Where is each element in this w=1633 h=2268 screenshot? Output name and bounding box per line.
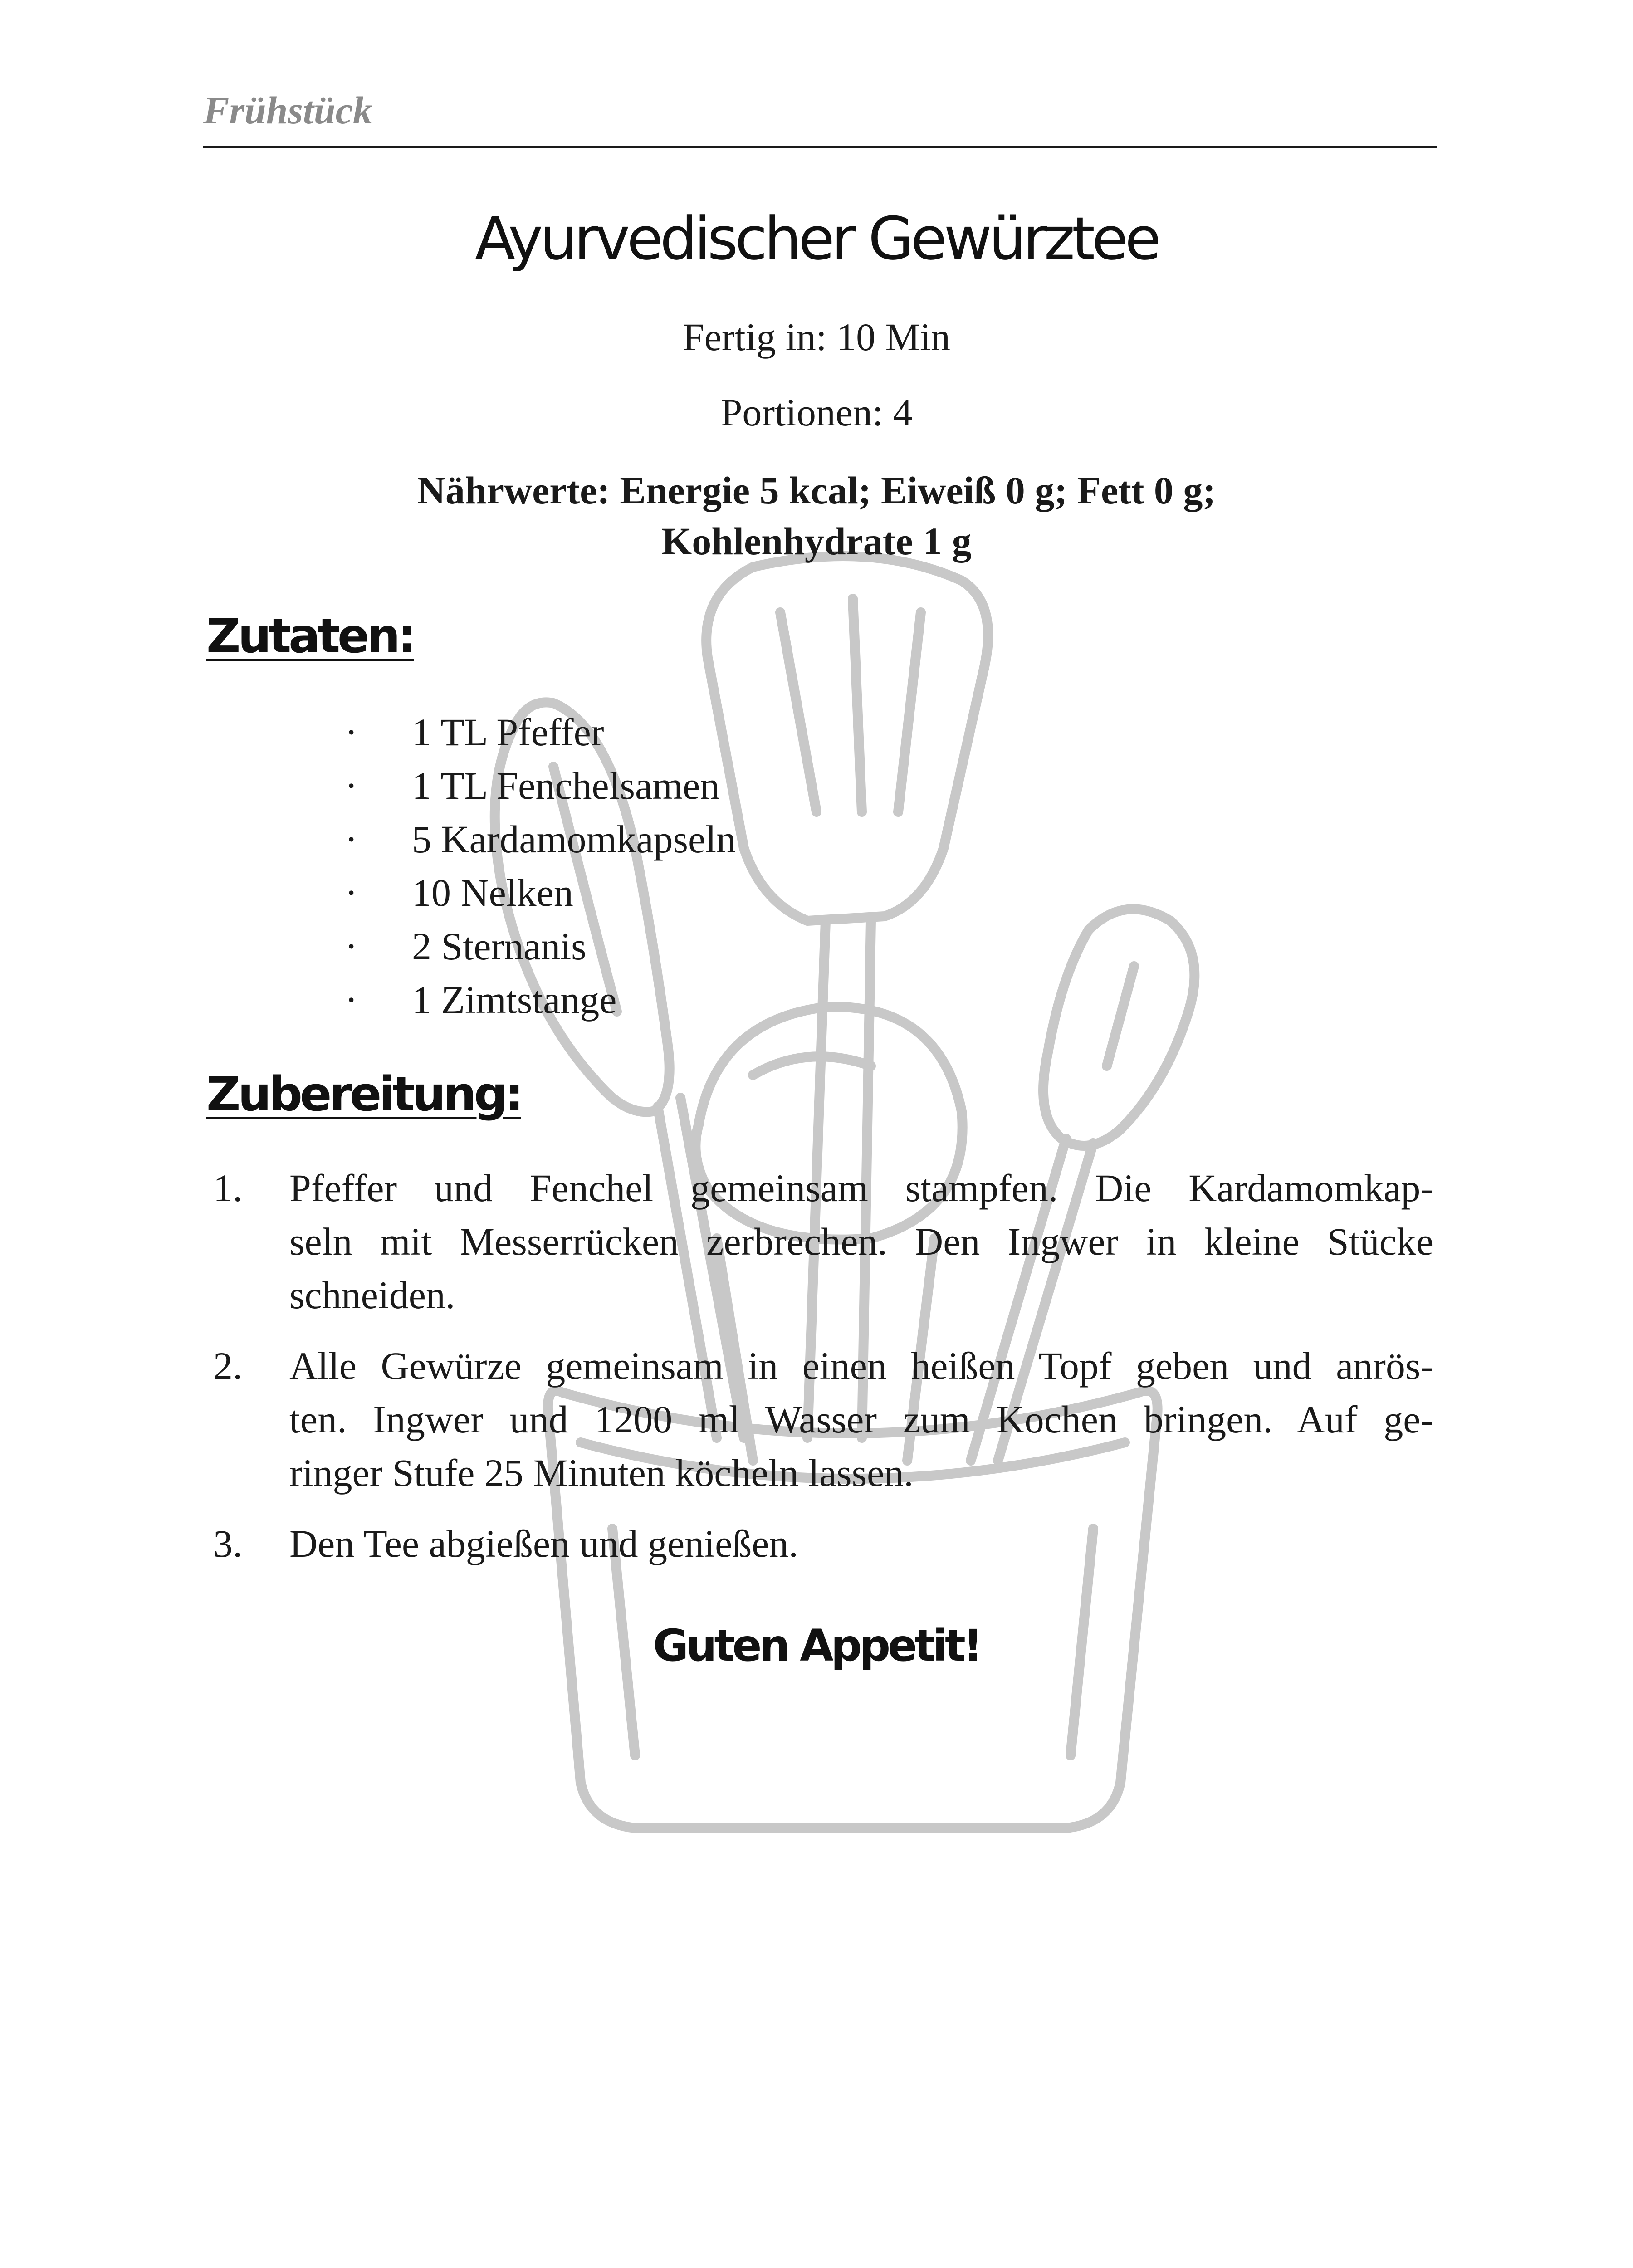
bullet: · [345, 764, 358, 807]
bullet: · [345, 978, 358, 1022]
nutrition-info [227, 465, 1406, 567]
ingredient-item [345, 812, 736, 866]
step-line: Den Tee abgießen und genießen. [289, 1522, 798, 1565]
portions: Portionen: 4 [720, 391, 913, 434]
step-line: seln mit Messerrücken zerbrechen. Den Ingwer in kleine Stücke [289, 1220, 1433, 1263]
nutrition-line: Kohlenhydrate 1 g [661, 519, 972, 563]
step-item [213, 1339, 1433, 1500]
ingredient-item [345, 705, 736, 759]
recipe-title: Ayurvedischer Gewürztee [475, 204, 1158, 273]
step-item [213, 1517, 1433, 1570]
ingredient-text: 2 Sternanis [412, 924, 587, 968]
bullet: · [345, 924, 358, 968]
bullet: · [345, 817, 358, 861]
ingredients-list [345, 705, 736, 1026]
ingredient-item [345, 919, 736, 973]
prep-time: Fertig in: 10 Min [682, 315, 951, 359]
closing-line: Guten Appetit! [653, 1620, 980, 1671]
ingredient-item [345, 973, 736, 1026]
preparation-heading: Zubereitung: [206, 1066, 521, 1122]
step-number: 3. [213, 1522, 243, 1565]
ingredient-text: 1 TL Fenchelsamen [412, 764, 720, 807]
step-line: Pfeffer und Fenchel gemeinsam stampfen. Die Kardamomkap- [289, 1166, 1433, 1210]
ingredient-text: 1 TL Pfeffer [412, 710, 604, 754]
ingredient-item [345, 759, 736, 812]
header-rule [203, 146, 1437, 148]
ingredient-text: 10 Nelken [412, 871, 573, 914]
step-number: 1. [213, 1166, 243, 1210]
ingredients-heading: Zutaten: [206, 608, 414, 664]
step-line: schneiden. [289, 1273, 455, 1317]
ingredient-item [345, 866, 736, 919]
step-number: 2. [213, 1344, 243, 1388]
bullet: · [345, 710, 358, 754]
step-line: Alle Gewürze gemeinsam in einen heißen Topf geben und anrös- [289, 1344, 1433, 1388]
preparation-steps [213, 1161, 1433, 1588]
step-item [213, 1161, 1433, 1322]
running-head: Frühstück [203, 88, 372, 132]
ingredient-text: 5 Kardamomkapseln [412, 817, 736, 861]
step-line: ten. Ingwer und 1200 ml Wasser zum Kochen bringen. Auf ge- [289, 1398, 1433, 1441]
ingredient-text: 1 Zimtstange [412, 978, 617, 1022]
bullet: · [345, 871, 358, 914]
step-line: ringer Stufe 25 Minuten köcheln lassen. [289, 1451, 914, 1495]
nutrition-line: Nährwerte: Energie 5 kcal; Eiweiß 0 g; Fett 0 g; [417, 469, 1216, 512]
